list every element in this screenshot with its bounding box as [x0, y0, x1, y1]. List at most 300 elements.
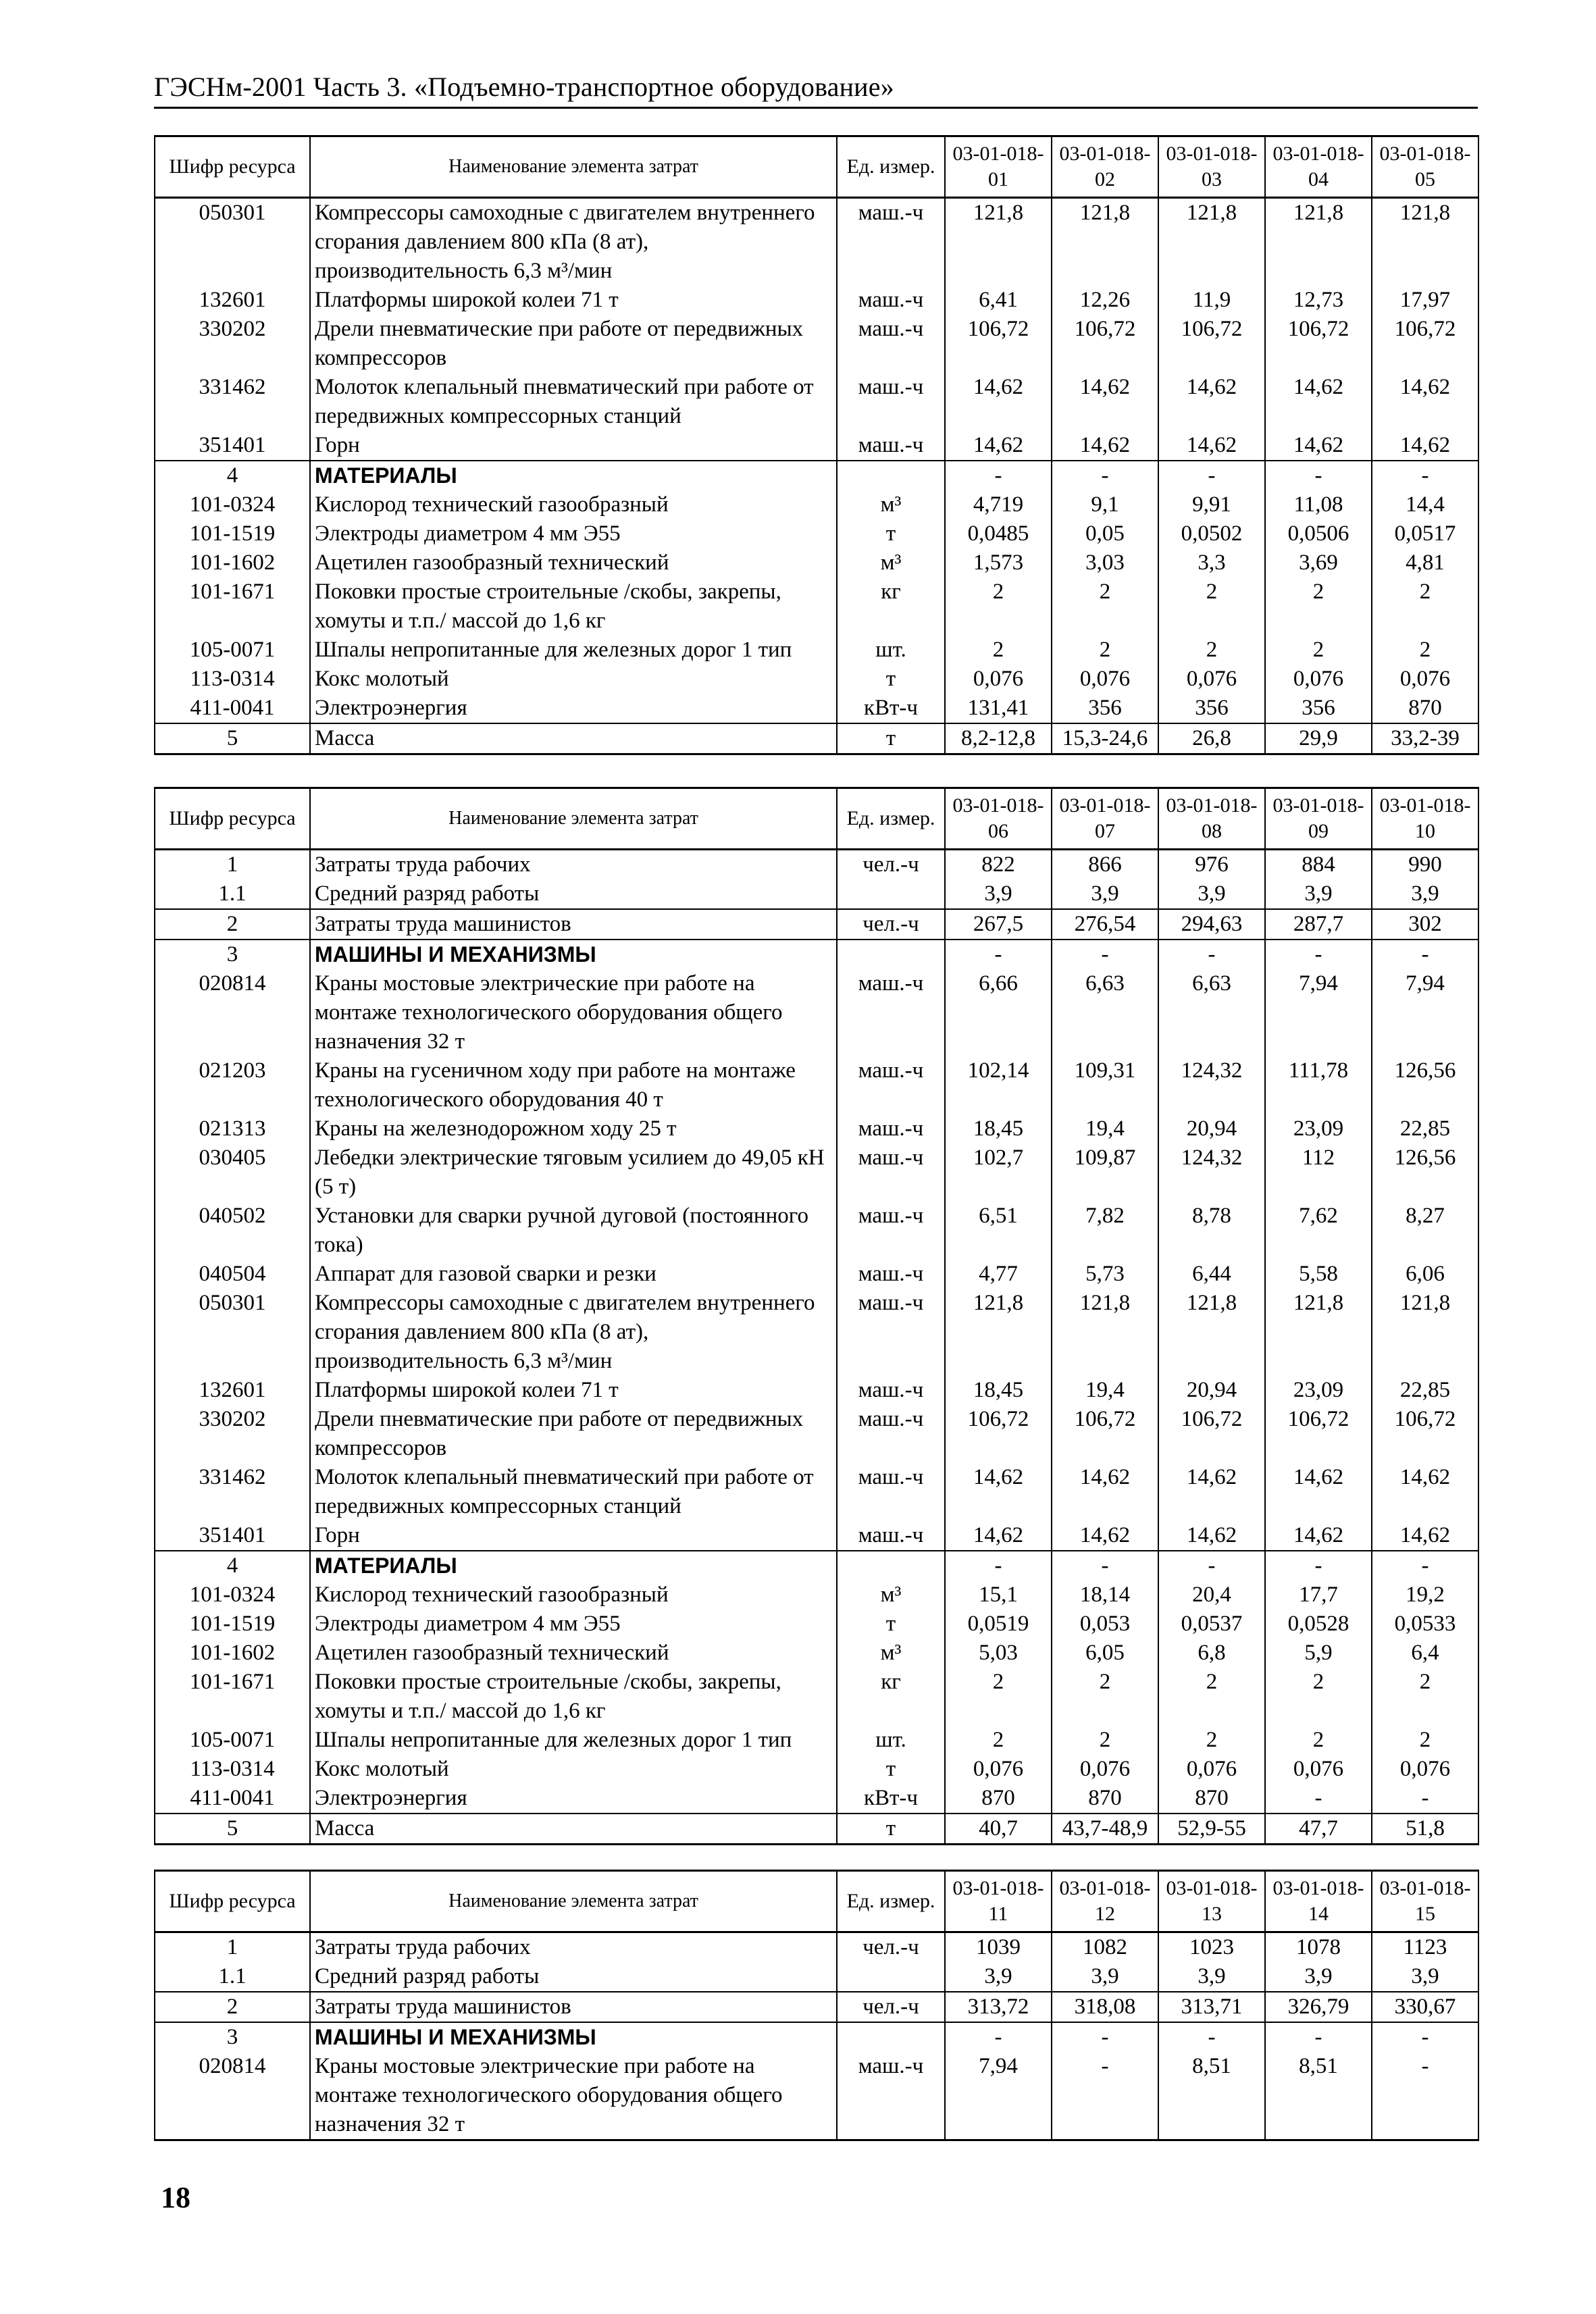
row-code: 4 [155, 1551, 310, 1580]
table-row [155, 636, 1478, 665]
row-code: 021203 [155, 1056, 310, 1114]
table-row [155, 850, 1478, 880]
row-value: - [945, 1551, 1052, 1580]
row-value: 12,73 [1265, 286, 1372, 315]
row-value: 2 [1372, 1726, 1478, 1755]
row-value: - [1158, 2022, 1265, 2052]
row-unit: маш.-ч [837, 315, 945, 373]
row-value: 14,62 [945, 431, 1052, 461]
row-value: 15,3-24,6 [1052, 723, 1158, 754]
row-value: 6,8 [1158, 1639, 1265, 1668]
resource-table-1 [154, 135, 1479, 755]
row-value: 8,78 [1158, 1202, 1265, 1260]
row-value: - [1265, 1784, 1372, 1814]
row-value: 106,72 [1158, 315, 1265, 373]
row-value: 1078 [1265, 1932, 1372, 1963]
row-value: 1023 [1158, 1932, 1265, 1963]
row-unit: маш.-ч [837, 1405, 945, 1463]
row-name: Установки для сварки ручной дуговой (постоянного тока) [310, 1202, 837, 1260]
row-value: 870 [1372, 694, 1478, 723]
row-code: 021313 [155, 1114, 310, 1143]
row-value: 14,62 [1265, 431, 1372, 461]
row-value: 106,72 [1372, 1405, 1478, 1463]
row-value: 26,8 [1158, 723, 1265, 754]
row-value: 14,62 [1052, 373, 1158, 431]
row-code: 1 [155, 850, 310, 880]
row-value: 20,4 [1158, 1580, 1265, 1610]
row-code: 101-1519 [155, 519, 310, 548]
row-value: - [945, 2022, 1052, 2052]
row-unit: шт. [837, 636, 945, 665]
table-row [155, 1668, 1478, 1726]
row-value: 14,62 [1158, 1521, 1265, 1551]
table-row [155, 1932, 1478, 1963]
table-row [155, 2022, 1478, 2052]
resource-table-3 [154, 1870, 1479, 2141]
header-norm: 03-01-018-02 [1052, 136, 1158, 198]
row-name: Электроэнергия [310, 694, 837, 723]
row-value: 0,076 [1052, 665, 1158, 694]
row-value: 0,0519 [945, 1610, 1052, 1639]
row-name: Молоток клепальный пневматический при работе от передвижных компрессорных станций [310, 373, 837, 431]
row-value: 106,72 [1265, 315, 1372, 373]
row-value: 294,63 [1158, 909, 1265, 940]
row-value: 47,7 [1265, 1814, 1372, 1845]
header-norm: 03-01-018-10 [1372, 788, 1478, 850]
table-row [155, 1143, 1478, 1202]
row-value: 0,076 [1158, 1755, 1265, 1784]
row-value: 14,62 [1265, 1521, 1372, 1551]
row-name: Горн [310, 431, 837, 461]
row-value: 2 [945, 577, 1052, 636]
row-name: Платформы широкой колеи 71 т [310, 1376, 837, 1405]
row-value: - [1052, 2052, 1158, 2140]
table-row [155, 315, 1478, 373]
row-unit: м³ [837, 1639, 945, 1668]
header-name: Наименование элемента затрат [310, 136, 837, 198]
row-unit: кг [837, 577, 945, 636]
row-value: - [1052, 2022, 1158, 2052]
row-value: 106,72 [945, 315, 1052, 373]
row-unit [837, 2022, 945, 2052]
resource-table-2 [154, 787, 1479, 1845]
row-code: 1.1 [155, 1962, 310, 1992]
row-value: 121,8 [1158, 1289, 1265, 1376]
row-value: 14,62 [1052, 431, 1158, 461]
row-unit: чел.-ч [837, 1932, 945, 1963]
row-unit: т [837, 1814, 945, 1845]
header-norm: 03-01-018-13 [1158, 1871, 1265, 1932]
row-value: 4,77 [945, 1260, 1052, 1289]
row-code: 101-0324 [155, 490, 310, 519]
table-row [155, 909, 1478, 940]
row-code: 040504 [155, 1260, 310, 1289]
row-name: Масса [310, 723, 837, 754]
row-value: 33,2-39 [1372, 723, 1478, 754]
row-value: 124,32 [1158, 1056, 1265, 1114]
row-value: 14,62 [1372, 431, 1478, 461]
row-value: 19,2 [1372, 1580, 1478, 1610]
table-row [155, 1755, 1478, 1784]
table-row [155, 1376, 1478, 1405]
row-value: 29,9 [1265, 723, 1372, 754]
row-name: Электроэнергия [310, 1784, 837, 1814]
row-unit: чел.-ч [837, 1992, 945, 2022]
row-name: Затраты труда машинистов [310, 909, 837, 940]
row-name: Компрессоры самоходные с двигателем внутреннего сгорания давлением 800 кПа (8 ат), производительность 6,3 м³/мин [310, 198, 837, 286]
table-row [155, 461, 1478, 490]
row-name: Поковки простые строительные /скобы, закрепы, хомуты и т.п./ массой до 1,6 кг [310, 577, 837, 636]
row-value: 11,9 [1158, 286, 1265, 315]
row-value: 14,62 [1265, 373, 1372, 431]
row-value: 3,9 [1265, 1962, 1372, 1992]
row-value: 866 [1052, 850, 1158, 880]
row-value: 18,14 [1052, 1580, 1158, 1610]
row-value: 0,0537 [1158, 1610, 1265, 1639]
row-value: - [1372, 461, 1478, 490]
table-row [155, 1580, 1478, 1610]
row-value: 111,78 [1265, 1056, 1372, 1114]
row-code: 132601 [155, 1376, 310, 1405]
row-unit: маш.-ч [837, 1376, 945, 1405]
row-unit [837, 1962, 945, 1992]
table-row [155, 1260, 1478, 1289]
row-value: 121,8 [1158, 198, 1265, 286]
table-row [155, 1463, 1478, 1521]
row-value: 19,4 [1052, 1114, 1158, 1143]
row-value: 43,7-48,9 [1052, 1814, 1158, 1845]
row-value: 1039 [945, 1932, 1052, 1963]
row-unit: кг [837, 1668, 945, 1726]
row-code: 030405 [155, 1143, 310, 1202]
row-value: 106,72 [1052, 1405, 1158, 1463]
row-value: 3,9 [1372, 1962, 1478, 1992]
row-value: 131,41 [945, 694, 1052, 723]
row-value: 313,72 [945, 1992, 1052, 2022]
row-code: 2 [155, 909, 310, 940]
row-value: 0,0502 [1158, 519, 1265, 548]
table-row [155, 1551, 1478, 1580]
row-code: 132601 [155, 286, 310, 315]
row-value: 23,09 [1265, 1376, 1372, 1405]
row-value: 7,94 [1372, 969, 1478, 1056]
row-value: 356 [1265, 694, 1372, 723]
row-unit: т [837, 519, 945, 548]
row-name: МАШИНЫ И МЕХАНИЗМЫ [310, 940, 837, 969]
row-name: Затраты труда машинистов [310, 1992, 837, 2022]
row-value: 109,87 [1052, 1143, 1158, 1202]
row-name: Дрели пневматические при работе от передвижных компрессоров [310, 315, 837, 373]
row-code: 331462 [155, 1463, 310, 1521]
row-value: 102,14 [945, 1056, 1052, 1114]
table-row [155, 373, 1478, 431]
row-value: 2 [1052, 577, 1158, 636]
row-value: 2 [945, 636, 1052, 665]
header-norm: 03-01-018-05 [1372, 136, 1478, 198]
row-value: 0,0485 [945, 519, 1052, 548]
row-code: 411-0041 [155, 694, 310, 723]
row-value: 19,4 [1052, 1376, 1158, 1405]
table-row [155, 1405, 1478, 1463]
row-name: Краны на гусеничном ходу при работе на монтаже технологического оборудования 40 т [310, 1056, 837, 1114]
row-value: 287,7 [1265, 909, 1372, 940]
row-name: МАТЕРИАЛЫ [310, 1551, 837, 1580]
row-name: Молоток клепальный пневматический при работе от передвижных компрессорных станций [310, 1463, 837, 1521]
row-value: 2 [945, 1726, 1052, 1755]
row-value: 9,1 [1052, 490, 1158, 519]
row-value: 4,719 [945, 490, 1052, 519]
row-value: 8,51 [1158, 2052, 1265, 2140]
row-value: 106,72 [945, 1405, 1052, 1463]
row-value: 22,85 [1372, 1376, 1478, 1405]
table-row [155, 1992, 1478, 2022]
row-value: 990 [1372, 850, 1478, 880]
header-norm: 03-01-018-12 [1052, 1871, 1158, 1932]
row-name: Краны на железнодорожном ходу 25 т [310, 1114, 837, 1143]
row-value: 3,9 [1052, 879, 1158, 909]
row-unit: маш.-ч [837, 1056, 945, 1114]
table-row [155, 940, 1478, 969]
row-name: Средний разряд работы [310, 1962, 837, 1992]
row-value: 1123 [1372, 1932, 1478, 1963]
row-unit: т [837, 723, 945, 754]
row-value: 8,51 [1265, 2052, 1372, 2140]
row-value: - [945, 940, 1052, 969]
row-value: 1082 [1052, 1932, 1158, 1963]
row-code: 1.1 [155, 879, 310, 909]
row-value: - [1052, 1551, 1158, 1580]
header-unit: Ед. измер. [837, 1871, 945, 1932]
row-unit: чел.-ч [837, 850, 945, 880]
row-value: 870 [1158, 1784, 1265, 1814]
row-unit: чел.-ч [837, 909, 945, 940]
header-code: Шифр ресурса [155, 1871, 310, 1932]
row-value: 14,62 [1158, 373, 1265, 431]
table-row [155, 431, 1478, 461]
row-value: 2 [1265, 636, 1372, 665]
header-norm: 03-01-018-04 [1265, 136, 1372, 198]
row-value: - [1265, 940, 1372, 969]
row-value: 3,03 [1052, 548, 1158, 577]
row-name: Кислород технический газообразный [310, 490, 837, 519]
row-value: 6,66 [945, 969, 1052, 1056]
table-header-row [155, 136, 1478, 198]
row-value: - [1265, 461, 1372, 490]
row-value: 313,71 [1158, 1992, 1265, 2022]
row-value: - [1372, 1784, 1478, 1814]
row-value: 7,82 [1052, 1202, 1158, 1260]
row-value: 14,62 [1052, 1463, 1158, 1521]
row-value: - [1372, 2022, 1478, 2052]
row-name: Шпалы непропитанные для железных дорог 1 тип [310, 636, 837, 665]
row-unit: шт. [837, 1726, 945, 1755]
row-name: Электроды диаметром 4 мм Э55 [310, 1610, 837, 1639]
row-code: 331462 [155, 373, 310, 431]
row-name: МАШИНЫ И МЕХАНИЗМЫ [310, 2022, 837, 2052]
row-value: 6,63 [1052, 969, 1158, 1056]
row-name: МАТЕРИАЛЫ [310, 461, 837, 490]
row-value: 3,9 [945, 879, 1052, 909]
row-value: 8,27 [1372, 1202, 1478, 1260]
row-value: 356 [1158, 694, 1265, 723]
row-unit: м³ [837, 1580, 945, 1610]
row-value: 15,1 [945, 1580, 1052, 1610]
row-value: - [1372, 940, 1478, 969]
row-value: 17,7 [1265, 1580, 1372, 1610]
row-unit [837, 1551, 945, 1580]
row-value: 330,67 [1372, 1992, 1478, 2022]
header-norm: 03-01-018-09 [1265, 788, 1372, 850]
row-unit: маш.-ч [837, 198, 945, 286]
row-value: 2 [1052, 1668, 1158, 1726]
row-value: 126,56 [1372, 1143, 1478, 1202]
row-code: 101-0324 [155, 1580, 310, 1610]
table-row [155, 1784, 1478, 1814]
row-value: 0,0533 [1372, 1610, 1478, 1639]
row-value: 2 [1158, 577, 1265, 636]
row-value: 109,31 [1052, 1056, 1158, 1114]
row-value: 7,94 [1265, 969, 1372, 1056]
table-row [155, 1521, 1478, 1551]
row-value: 2 [1372, 636, 1478, 665]
row-value: 23,09 [1265, 1114, 1372, 1143]
row-code: 050301 [155, 198, 310, 286]
row-value: 121,8 [945, 198, 1052, 286]
row-name: Горн [310, 1521, 837, 1551]
row-value: 17,97 [1372, 286, 1478, 315]
row-unit: маш.-ч [837, 1289, 945, 1376]
header-unit: Ед. измер. [837, 788, 945, 850]
row-unit [837, 461, 945, 490]
row-value: 5,58 [1265, 1260, 1372, 1289]
row-value: 121,8 [1372, 198, 1478, 286]
row-value: 3,9 [1265, 879, 1372, 909]
row-value: 14,62 [945, 1521, 1052, 1551]
row-value: 14,62 [945, 1463, 1052, 1521]
row-value: 14,62 [945, 373, 1052, 431]
table-row [155, 198, 1478, 286]
row-value: 3,9 [1158, 879, 1265, 909]
header-norm: 03-01-018-03 [1158, 136, 1265, 198]
header-norm: 03-01-018-11 [945, 1871, 1052, 1932]
table-row [155, 694, 1478, 723]
row-name: Кокс молотый [310, 665, 837, 694]
header-norm: 03-01-018-08 [1158, 788, 1265, 850]
row-value: 20,94 [1158, 1376, 1265, 1405]
row-value: - [1052, 461, 1158, 490]
row-value: 5,73 [1052, 1260, 1158, 1289]
row-value: 121,8 [1265, 198, 1372, 286]
row-value: 14,4 [1372, 490, 1478, 519]
row-value: - [1158, 940, 1265, 969]
row-unit: маш.-ч [837, 2052, 945, 2140]
row-name: Компрессоры самоходные с двигателем внутреннего сгорания давлением 800 кПа (8 ат), производительность 6,3 м³/мин [310, 1289, 837, 1376]
row-code: 101-1602 [155, 548, 310, 577]
row-code: 020814 [155, 969, 310, 1056]
row-name: Шпалы непропитанные для железных дорог 1 тип [310, 1726, 837, 1755]
table-row [155, 969, 1478, 1056]
row-value: 14,62 [1158, 431, 1265, 461]
row-value: 0,0506 [1265, 519, 1372, 548]
row-value: 318,08 [1052, 1992, 1158, 2022]
row-code: 351401 [155, 431, 310, 461]
row-value: 822 [945, 850, 1052, 880]
row-value: 5,9 [1265, 1639, 1372, 1668]
row-value: - [1372, 2052, 1478, 2140]
header-name: Наименование элемента затрат [310, 1871, 837, 1932]
row-value: 106,72 [1372, 315, 1478, 373]
row-value: 302 [1372, 909, 1478, 940]
row-value: 3,69 [1265, 548, 1372, 577]
row-value: 2 [1158, 1726, 1265, 1755]
row-value: 6,41 [945, 286, 1052, 315]
row-code: 105-0071 [155, 636, 310, 665]
row-code: 101-1671 [155, 1668, 310, 1726]
table-row [155, 1289, 1478, 1376]
row-value: 112 [1265, 1143, 1372, 1202]
row-code: 411-0041 [155, 1784, 310, 1814]
row-value: 2 [1052, 1726, 1158, 1755]
row-unit: маш.-ч [837, 969, 945, 1056]
row-value: 14,62 [1372, 1463, 1478, 1521]
row-unit: кВт-ч [837, 694, 945, 723]
row-value: - [1158, 461, 1265, 490]
row-name: Ацетилен газообразный технический [310, 548, 837, 577]
row-value: 2 [1265, 577, 1372, 636]
row-unit: м³ [837, 548, 945, 577]
row-value: 18,45 [945, 1376, 1052, 1405]
row-value: 0,05 [1052, 519, 1158, 548]
row-value: 14,62 [1372, 1521, 1478, 1551]
row-code: 040502 [155, 1202, 310, 1260]
row-unit [837, 879, 945, 909]
row-value: 20,94 [1158, 1114, 1265, 1143]
row-value: 106,72 [1158, 1405, 1265, 1463]
row-name: Поковки простые строительные /скобы, закрепы, хомуты и т.п./ массой до 1,6 кг [310, 1668, 837, 1726]
row-code: 113-0314 [155, 1755, 310, 1784]
row-value: 52,9-55 [1158, 1814, 1265, 1845]
table-row [155, 879, 1478, 909]
row-code: 3 [155, 2022, 310, 2052]
row-value: 5,03 [945, 1639, 1052, 1668]
row-value: 2 [1265, 1668, 1372, 1726]
row-value: 11,08 [1265, 490, 1372, 519]
header-norm: 03-01-018-06 [945, 788, 1052, 850]
row-name: Кокс молотый [310, 1755, 837, 1784]
row-value: 2 [945, 1668, 1052, 1726]
row-value: 0,076 [1265, 1755, 1372, 1784]
row-name: Платформы широкой колеи 71 т [310, 286, 837, 315]
row-value: 2 [1372, 1668, 1478, 1726]
row-value: - [1265, 2022, 1372, 2052]
row-code: 5 [155, 1814, 310, 1845]
row-code: 101-1602 [155, 1639, 310, 1668]
row-unit: маш.-ч [837, 1463, 945, 1521]
row-name: Краны мостовые электрические при работе на монтаже технологического оборудования общего назначения 32 т [310, 2052, 837, 2140]
row-value: 6,44 [1158, 1260, 1265, 1289]
header-norm: 03-01-018-15 [1372, 1871, 1478, 1932]
row-code: 330202 [155, 1405, 310, 1463]
row-name: Краны мостовые электрические при работе на монтаже технологического оборудования общего назначения 32 т [310, 969, 837, 1056]
row-value: 0,076 [1052, 1755, 1158, 1784]
table-row [155, 490, 1478, 519]
row-value: 6,4 [1372, 1639, 1478, 1668]
row-value: 22,85 [1372, 1114, 1478, 1143]
row-value: 14,62 [1265, 1463, 1372, 1521]
row-value: 106,72 [1052, 315, 1158, 373]
row-unit: маш.-ч [837, 1202, 945, 1260]
row-value: 14,62 [1052, 1521, 1158, 1551]
